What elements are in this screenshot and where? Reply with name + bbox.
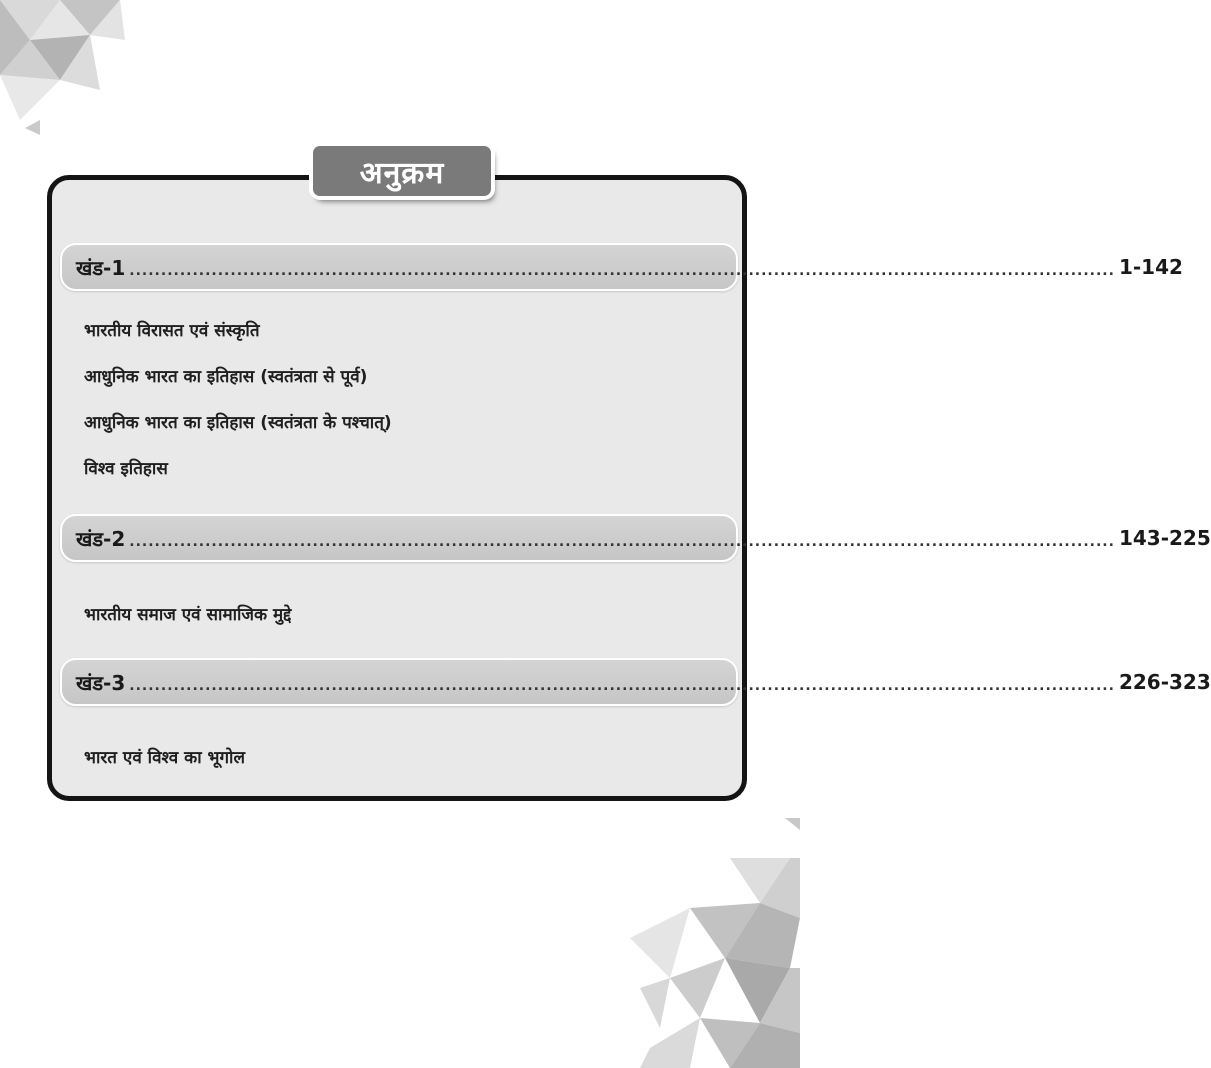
topic-item: भारतीय विरासत एवं संस्कृति: [84, 321, 260, 341]
topic-item: भारत एवं विश्व का भूगोल: [84, 748, 245, 768]
page-title: अनुक्रम: [313, 146, 491, 196]
corner-decoration-bottom-right: [630, 818, 800, 1068]
section-page-range: 226-323: [1118, 670, 1211, 694]
section-label: खंड-2: [76, 526, 126, 551]
topic-item: आधुनिक भारत का इतिहास (स्वतंत्रता के पश्चात्): [84, 413, 392, 433]
section-page-range: 143-225: [1118, 526, 1211, 550]
section-page-range: 1-142: [1118, 255, 1183, 279]
section-bar-1: [60, 243, 1183, 291]
dot-leader: ............................................................................................................................................................: [129, 678, 1115, 694]
corner-decoration-top-left: [0, 0, 135, 135]
dot-leader: ............................................................................................................................................................: [129, 263, 1115, 279]
topic-item: भारतीय समाज एवं सामाजिक मुद्दे: [84, 605, 292, 625]
topic-item: विश्व इतिहास: [84, 459, 168, 479]
section-bar-2: [60, 514, 1211, 562]
section-bar-3: [60, 658, 1211, 706]
dot-leader: ............................................................................................................................................................: [129, 534, 1115, 550]
section-label: खंड-3: [76, 670, 126, 695]
topic-item: आधुनिक भारत का इतिहास (स्वतंत्रता से पूर्व): [84, 367, 368, 387]
section-label: खंड-1: [76, 255, 126, 280]
